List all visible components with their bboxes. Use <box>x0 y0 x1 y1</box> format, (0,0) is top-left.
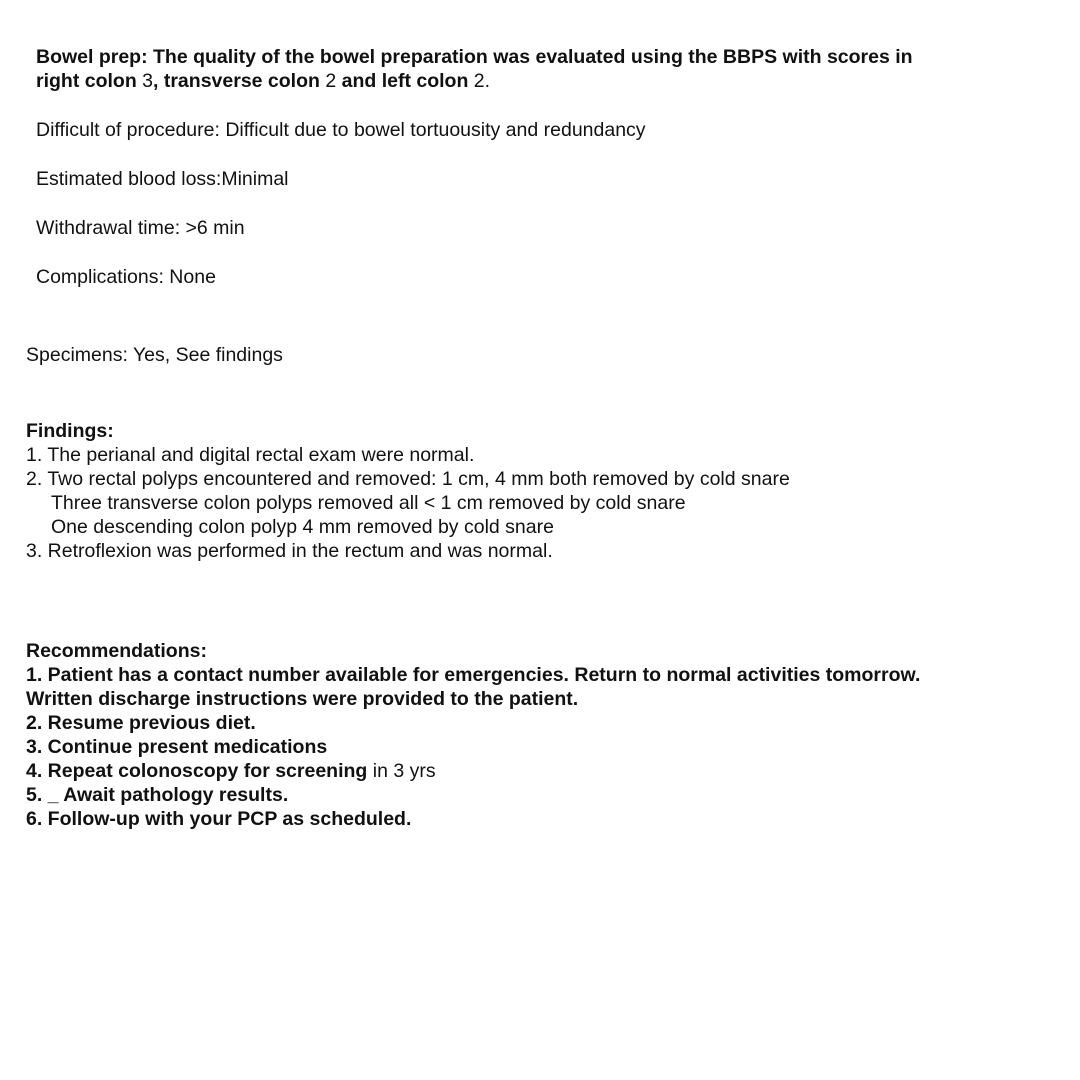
recommendation-4 <box>26 759 920 783</box>
findings-section <box>26 419 790 563</box>
bowel-prep-line-1: Bowel prep: The quality of the bowel preparation was evaluated using the BBPS with scores in <box>36 46 913 68</box>
findings-item-2-transverse: Three transverse colon polyps removed all < 1 cm removed by cold snare <box>51 492 686 514</box>
recommendation-1-line-1: 1. Patient has a contact number available for emergencies. Return to normal activities tomorrow. <box>26 664 921 686</box>
recommendations-section <box>26 639 920 831</box>
withdrawal-time-text: Withdrawal time: >6 min <box>36 217 245 239</box>
blood-loss-text: Estimated blood loss:Minimal <box>36 168 289 190</box>
transverse-colon-label: , transverse colon <box>153 70 326 92</box>
bowel-prep-section <box>36 45 913 93</box>
findings-item-1: 1. The perianal and digital rectal exam were normal. <box>26 444 475 466</box>
recommendation-2: 2. Resume previous diet. <box>26 712 256 734</box>
findings-item-3: 3. Retroflexion was performed in the rectum and was normal. <box>26 540 553 562</box>
recommendation-4-interval: in 3 yrs <box>367 760 436 782</box>
recommendation-5: 5. _ Await pathology results. <box>26 784 289 806</box>
right-colon-label: right colon <box>36 70 143 92</box>
recommendation-1-line-2: Written discharge instructions were provided to the patient. <box>26 688 579 710</box>
findings-item-2-descending: One descending colon polyp 4 mm removed by cold snare <box>51 516 554 538</box>
left-colon-score: 2 <box>473 70 485 92</box>
recommendation-6: 6. Follow-up with your PCP as scheduled. <box>26 808 412 830</box>
recommendations-heading: Recommendations: <box>26 640 207 662</box>
bowel-prep-period: . <box>484 70 491 92</box>
difficulty-text: Difficult of procedure: Difficult due to bowel tortuousity and redundancy <box>36 119 646 141</box>
left-colon-label: and left colon <box>336 70 474 92</box>
bowel-prep-line-2 <box>36 69 913 93</box>
recommendation-3: 3. Continue present medications <box>26 736 328 758</box>
transverse-colon-score: 2 <box>325 70 337 92</box>
recommendation-4-bold: 4. Repeat colonoscopy for screening <box>26 760 368 782</box>
findings-heading: Findings: <box>26 420 114 442</box>
specimens-text: Specimens: Yes, See findings <box>26 344 283 366</box>
findings-item-2: 2. Two rectal polyps encountered and removed: 1 cm, 4 mm both removed by cold snare <box>26 468 790 490</box>
complications-text: Complications: None <box>36 266 216 288</box>
right-colon-score: 3 <box>142 70 154 92</box>
